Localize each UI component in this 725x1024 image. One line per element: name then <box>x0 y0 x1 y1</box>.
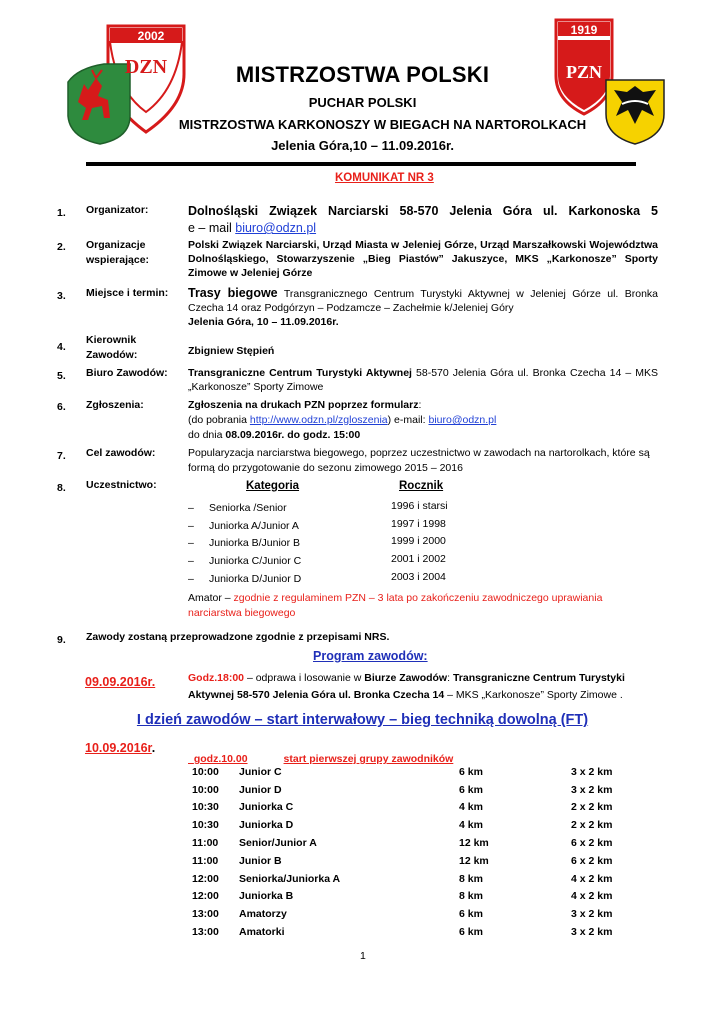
item-number: 4. <box>57 341 66 353</box>
category-name: Juniorka B/Junior B <box>209 537 301 550</box>
pzn-logo-year: 1919 <box>570 23 598 37</box>
schedule-laps: 6 x 2 km <box>571 837 613 850</box>
item-number: 6. <box>57 401 66 413</box>
item-number: 9. <box>57 634 66 646</box>
table-row <box>192 905 651 923</box>
amator-rule: zgodnie z regulaminem PZN – 3 lata po zakończeniu zawodniczego uprawiania narciarstwa biegowego <box>188 592 603 619</box>
schedule-category: Juniorka C <box>239 801 294 814</box>
day0-text5: – MKS „Karkonosze” Sporty Zimowe . <box>444 689 623 701</box>
download-prefix: (do pobrania <box>188 414 250 426</box>
registration-url-link[interactable]: http://www.odzn.pl/zgloszenia <box>249 414 388 426</box>
item-label: Cel zawodów: <box>86 447 156 459</box>
office-description: 58-570 Jelenia Góra ul. Bronka Czecha 14 – MKS „Karkonosze” Sporty Zimowe <box>188 367 658 393</box>
schedule-laps: 6 x 2 km <box>571 854 613 867</box>
day0-time: Godz.18:00 <box>188 672 245 684</box>
item-supporters-text: Polski Związek Narciarski, Urząd Miasta w Jeleniej Górze, Urząd Marszałkowski Województwa Dolnośląskiego, Stowarzyszenie „Bieg Piastów” Jakuszyce, MKS „Karkonosze” Sporty Zimowe w Jeleniej Górze <box>188 239 658 279</box>
registration-deadline-line <box>188 428 658 443</box>
email-prefix: e – mail <box>188 221 236 235</box>
category-column-header: Kategoria <box>246 480 300 492</box>
category-year: 1997 i 1998 <box>391 517 446 530</box>
schedule-category: Junior B <box>239 854 282 867</box>
label-line: Organizacje <box>86 239 146 251</box>
day1-date: 10.09.2016r <box>85 741 152 755</box>
place-date: Jelenia Góra, 10 – 11.09.2016r. <box>188 316 339 328</box>
place-description: Transgranicznego Centrum Turystyki Aktywnej w Jeleniej Górze ul. Bronka Czecha 14 oraz Podgórzyn – Podzamcze – Zachełmie k/Jeleniej Góry <box>188 288 658 314</box>
day1-time: godz.10.00 <box>193 753 248 765</box>
label-line: Kierownik <box>86 334 137 346</box>
item-label: Uczestnictwo: <box>86 479 157 491</box>
category-year: 2003 i 2004 <box>391 570 446 583</box>
label-line: Zawodów: <box>86 349 138 361</box>
schedule-time: 11:00 <box>192 837 219 850</box>
schedule-time: 13:00 <box>192 926 219 939</box>
table-row <box>192 923 651 941</box>
table-row <box>192 852 651 870</box>
office-lead: Transgraniczne Centrum Turystyki Aktywnej <box>188 367 412 379</box>
schedule-time: 13:00 <box>192 908 219 921</box>
schedule-category: Seniorka/Juniorka A <box>239 872 341 885</box>
item-label: Zgłoszenia: <box>86 399 144 411</box>
item-label <box>86 333 137 363</box>
schedule-distance: 6 km <box>459 908 483 921</box>
schedule-laps: 3 x 2 km <box>571 926 613 939</box>
item-number: 2. <box>57 241 66 253</box>
program-heading: Program zawodów: <box>313 649 428 663</box>
category-year: 1999 i 2000 <box>391 535 446 548</box>
place-lead: Trasy biegowe <box>188 286 278 300</box>
schedule-category: Senior/Junior A <box>239 837 317 850</box>
day1-start-text: start pierwszej grupy zawodników <box>283 753 454 765</box>
schedule-distance: 4 km <box>459 801 483 814</box>
item-place-text <box>188 286 658 329</box>
day0-text3: : <box>447 672 453 684</box>
day0-description <box>188 670 658 704</box>
subtitle-mistrzostwa: MISTRZOSTWA KARKONOSZY W BIEGACH NA NARTOROLKACH <box>178 117 587 132</box>
schedule-laps: 3 x 2 km <box>571 765 613 778</box>
komunikat-heading: KOMUNIKAT NR 3 <box>335 172 434 184</box>
label-line: wspierające: <box>86 254 150 266</box>
schedule-laps: 2 x 2 km <box>571 801 613 814</box>
day0-venue: Transgraniczne Centrum Turystyki Aktywnej 58-570 Jelenia Góra ul. Bronka Czecha 14 <box>188 672 625 701</box>
schedule-laps: 2 x 2 km <box>571 819 613 832</box>
registration-lead: Zgłoszenia na drukach PZN poprzez formularz <box>188 399 419 411</box>
schedule-distance: 6 km <box>459 783 483 796</box>
schedule-distance: 6 km <box>459 765 483 778</box>
day1-heading: I dzień zawodów – start interwałowy – bieg techniką dowolną (FT) <box>136 712 589 728</box>
registration-download-line <box>188 413 658 428</box>
day0-text1: – odprawa i losowanie w <box>244 672 365 684</box>
list-dash: – <box>188 519 194 532</box>
item-office-text <box>188 366 658 394</box>
schedule-time: 11:00 <box>192 854 219 867</box>
list-dash: – <box>188 537 194 550</box>
schedule-laps: 4 x 2 km <box>571 872 613 885</box>
schedule-category: Amatorki <box>239 926 285 939</box>
amator-label: Amator – <box>188 592 234 604</box>
schedule-time: 10:00 <box>192 765 219 778</box>
schedule-time: 12:00 <box>192 872 219 885</box>
category-year: 2001 i 2002 <box>391 553 446 566</box>
schedule-distance: 8 km <box>459 872 483 885</box>
registration-line <box>188 398 658 413</box>
schedule-distance: 12 km <box>459 837 489 850</box>
item-label <box>86 238 149 268</box>
item-number: 7. <box>57 450 66 462</box>
table-row <box>192 781 651 799</box>
category-name: Juniorka C/Junior C <box>209 555 302 568</box>
day0-date: 09.09.2016r. <box>85 675 156 689</box>
table-row <box>192 888 651 906</box>
page-number: 1 <box>360 950 366 962</box>
schedule-laps: 4 x 2 km <box>571 890 613 903</box>
list-dash: – <box>188 572 194 585</box>
item-number: 1. <box>57 207 66 219</box>
subtitle-puchar: PUCHAR POLSKI <box>308 95 417 110</box>
registration-colon: : <box>418 399 422 411</box>
item-number: 3. <box>57 290 66 302</box>
day1-date-dot: . <box>151 741 156 755</box>
organizer-name: Dolnośląski Związek Narciarski 58-570 Jelenia Góra ul. Karkonoska 5 <box>188 204 658 218</box>
page-title: MISTRZOSTWA POLSKI <box>235 62 490 87</box>
schedule-category: Junior D <box>239 783 282 796</box>
item-label: Miejsce i termin: <box>86 287 169 299</box>
list-dash: – <box>188 502 194 514</box>
category-year: 1996 i starsi <box>391 500 448 512</box>
registration-email-link[interactable]: biuro@odzn.pl <box>428 414 497 426</box>
schedule-laps: 3 x 2 km <box>571 783 613 796</box>
schedule-category: Junior C <box>239 765 282 778</box>
schedule-distance: 6 km <box>459 926 483 939</box>
item-label: Organizator: <box>86 204 149 216</box>
table-row <box>192 834 651 852</box>
table-row <box>192 763 651 781</box>
amator-note <box>188 591 658 621</box>
dzn-logo-year: 2002 <box>137 29 165 43</box>
item-label: Biuro Zawodów: <box>86 367 168 379</box>
download-mid: ) e-mail: <box>387 414 429 426</box>
category-name: Juniorka D/Junior D <box>209 572 302 585</box>
day0-office: Biurze Zawodów <box>364 672 448 684</box>
dzn-logo-letters: DZN <box>124 56 168 78</box>
schedule-category: Juniorka B <box>239 890 294 903</box>
day1-start-line <box>188 741 453 765</box>
subtitle-place-date: Jelenia Góra,10 – 11.09.2016r. <box>271 138 454 153</box>
item-registration-text <box>188 398 658 443</box>
item-goal-text: Popularyzacja narciarstwa biegowego, poprzez uczestnictwo w zawodach na nartorolkach, które są formą do przygotowanie do sezonu zimowego 2015 – 2016 <box>188 447 650 474</box>
schedule-table <box>192 763 651 941</box>
table-row <box>192 816 651 834</box>
item-number: 8. <box>57 482 66 494</box>
organizer-email-link[interactable]: biuro@odzn.pl <box>235 221 317 235</box>
schedule-laps: 3 x 2 km <box>571 908 613 921</box>
schedule-distance: 4 km <box>459 819 483 832</box>
schedule-time: 10:30 <box>192 819 219 832</box>
schedule-distance: 8 km <box>459 890 483 903</box>
schedule-category: Juniorka D <box>239 819 294 832</box>
list-dash: – <box>188 555 194 568</box>
organizer-email-line <box>188 220 658 237</box>
schedule-table-wrap <box>192 763 651 941</box>
category-name: Juniorka A/Junior A <box>209 519 299 532</box>
pzn-logo-letters: PZN <box>566 62 602 82</box>
header-divider <box>86 162 636 166</box>
category-name: Seniorka /Senior <box>209 502 287 514</box>
schedule-distance: 12 km <box>459 854 489 867</box>
item-number: 5. <box>57 370 66 382</box>
table-row <box>192 870 651 888</box>
day1-date-line <box>85 741 155 755</box>
rules-statement: Zawody zostaną przeprowadzone zgodnie z przepisami NRS. <box>86 631 390 643</box>
year-column-header: Rocznik <box>399 480 444 492</box>
schedule-time: 12:00 <box>192 890 219 903</box>
schedule-time: 10:30 <box>192 801 219 814</box>
table-row <box>192 799 651 817</box>
deadline-prefix: do dnia <box>188 429 226 441</box>
item-director-text: Zbigniew Stępień <box>188 345 275 357</box>
schedule-time: 10:00 <box>192 783 219 796</box>
schedule-category: Amatorzy <box>239 908 287 921</box>
deadline-date: 08.09.2016r. do godz. 15:00 <box>225 429 361 441</box>
item-organizer-text <box>188 203 658 237</box>
